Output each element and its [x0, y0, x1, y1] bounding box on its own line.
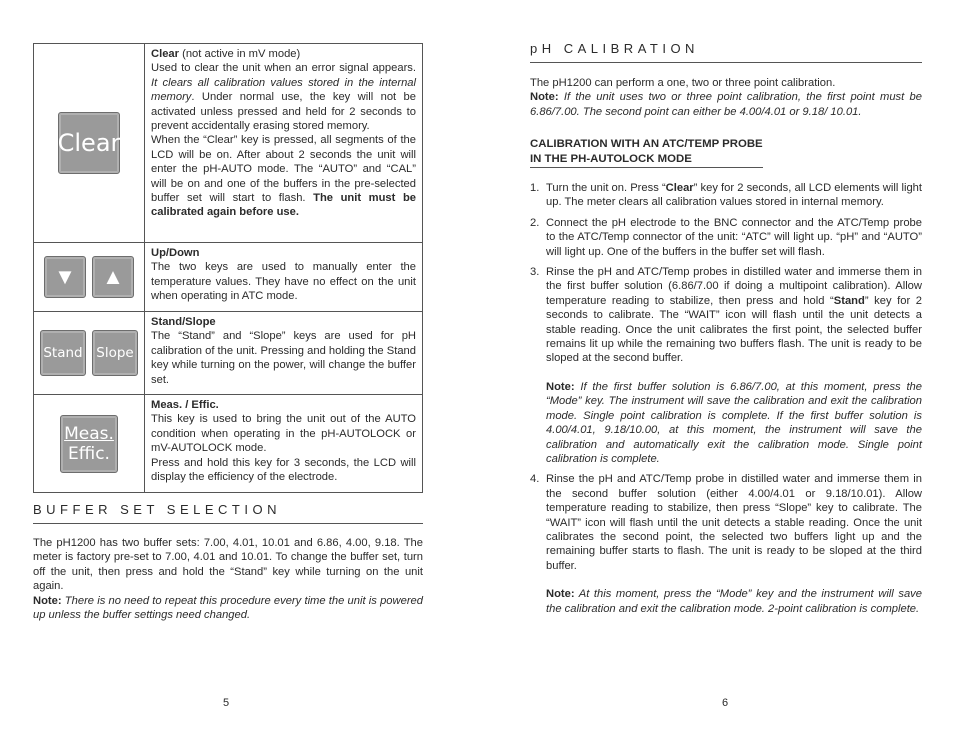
page-number: 6 — [722, 697, 729, 709]
up-arrow-key-icon: ▲ — [92, 256, 134, 298]
key-description-table — [33, 43, 423, 493]
calibration-intro: The pH1200 can perform a one, two or three point calibration. Note: If the unit uses two or three point calibration, the first point must be 6.86/7.00. The second point can either be 4.00/4.01 or 9.18/ 10.01. — [530, 77, 922, 118]
table-row-stand-slope — [34, 312, 423, 395]
icon-cell — [34, 44, 145, 243]
meas-effic-title: Meas. / Effic. — [151, 399, 219, 411]
stand-slope-title: Stand/Slope — [151, 316, 216, 328]
calibration-steps — [530, 181, 922, 616]
clear-description: Clear (not active in mV mode) Used to clear the unit when an error signal appears. It clears all calibration values stored in the internal memory. Under normal use, the key will not be activated unless pressed and held for 2 seconds to prevent accidentally erasing stored memory. When the “Clear” key is pressed, all segments of the LCD will be on. After about 2 seconds the unit will enter the pH-AUTO mode. The “AUTO” and “CAL” will be on and one of the buffers in the pre-selected buffer set will start to flash. The unit must be calibrated again before use. — [145, 44, 423, 243]
meas-effic-description: Meas. / Effic. This key is used to bring the unit out of the AUTO condition when operating in the pH-AUTOLOCK or mV-AUTOLOCK mode. Press and hold this key for 3 seconds, the LCD will display the efficiency of the electrode. — [145, 395, 423, 493]
list-item: 3. Rinse the pH and ATC/Temp probes in distilled water and immerse them in the first buffer solution (6.86/7.00 if doing a multipoint calibration). Allow temperature reading to stabilize, then press and hold “Stand” key for 2 seconds to calibrate. The “WAIT” icon will flash until the unit detects a stable reading. Once the unit calibrates the first point, the selected buffer remains lit up while the remaining two buffers flash. The unit is ready to be sloped at the second buffer. Note: If the first buffer solution is 6.86/7.00, at this moment, press the “Mode” key. The instrument will save the calibration and exit the calibration mode. Single point calibration is complete. If the first buffer solution is 4.00/4.01, 9.18/10.00, at this moment, the instrument will save the calibration and automatically exit the calibration mode. Single point calibration is complete. — [530, 266, 922, 465]
buffer-set-text: The pH1200 has two buffer sets: 7.00, 4.01, 10.01 and 6.86, 4.00, 9.18. The meter is factory pre-set to 7.00, 4.01 and 10.01. To change the buffer set, turn off the unit, then press and hold the “Stand” key while turning on the unit again. Note: There is no need to repeat this procedure every time the unit is powered up unless the buffer settings need changed. — [33, 537, 423, 622]
up-down-title: Up/Down — [151, 247, 200, 259]
icon-cell — [34, 395, 145, 493]
step-3-note: Note: If the first buffer solution is 6.86/7.00, at this moment, press the “Mode” key. The instrument will save the calibration and exit the calibration mode. Single point calibration is complete. If the first buffer solution is 4.00/4.01, 9.18/10.00, at this moment, the instrument will save the calibration and automatically exit the calibration mode. Single point calibration is complete. — [546, 380, 922, 465]
icon-cell — [34, 243, 145, 312]
table-row-clear — [34, 44, 423, 243]
ph-calibration-title: pH CALIBRATION — [530, 41, 922, 63]
meas-effic-key-icon: Meas. Effic. — [60, 415, 118, 473]
clear-key-icon: Clear — [58, 112, 120, 174]
page-number: 5 — [223, 697, 230, 709]
table-row-meas-effic — [34, 395, 423, 493]
slope-key-icon: Slope — [92, 330, 138, 376]
clear-title: Clear — [151, 48, 179, 60]
stand-slope-description: Stand/Slope The “Stand” and “Slope” keys are used for pH calibration of the unit. Pressing and holding the Stand key while turning on the power, will change the buffer set. — [145, 312, 423, 395]
buffer-set-selection-title: BUFFER SET SELECTION — [33, 502, 423, 524]
down-arrow-key-icon: ▼ — [44, 256, 86, 298]
icon-cell — [34, 312, 145, 395]
list-item: 4. Rinse the pH and ATC/Temp probe in distilled water and immerse them in the second buffer solution (either 4.00/4.01 or 9.18/10.01). Allow temperature reading to stabilize, then press “Slope” key to calibrate. The “WAIT” icon will flash until the unit detects a stable reading. Once the unit calibrates the second point, the selected two buffers light up and the remaining buffer starts to flash. The unit is ready to be sloped at the third buffer. Note: At this moment, press the “Mode” key and the instrument will save the calibration and exit the calibration mode. 2-point calibration is complete. — [530, 473, 922, 615]
stand-key-icon: Stand — [40, 330, 86, 376]
list-item: 1. Turn the unit on. Press “Clear” key for 2 seconds, all LCD elements will light up. The meter clears all calibration values stored in internal memory. — [530, 182, 922, 209]
step-4-note: Note: At this moment, press the “Mode” key and the instrument will save the calibration and exit the calibration mode. 2-point calibration is complete. — [546, 588, 922, 615]
up-down-description: Up/Down The two keys are used to manually enter the temperature values. They have no effect on the unit when operating in ATC mode. — [145, 243, 423, 312]
atc-subheading: CALIBRATION WITH AN ATC/TEMP PROBE IN THE PH-AUTOLOCK MODE — [530, 137, 763, 168]
right-page — [530, 0, 922, 738]
table-row-up-down — [34, 243, 423, 312]
left-page — [33, 0, 423, 738]
list-item: 2. Connect the pH electrode to the BNC connector and the ATC/Temp probe to the ATC/Temp connector of the unit: “ATC” will light up. “pH” and “AUTO” will light up. One of the buffers in the buffer set will flash. — [530, 216, 922, 258]
